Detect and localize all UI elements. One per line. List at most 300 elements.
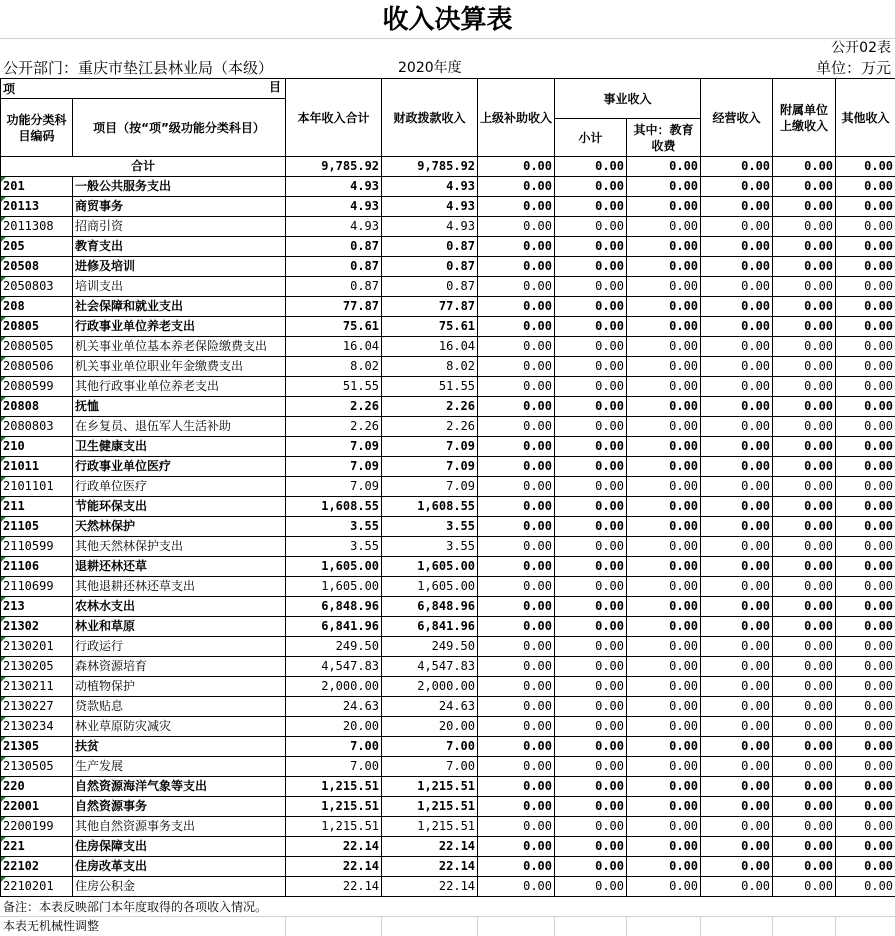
table-row [1,497,895,517]
table-row [1,697,895,717]
row-value: 0.00 [701,857,773,877]
row-name: 住房保障支出 [73,837,286,857]
row-value: 7.09 [286,477,382,497]
row-value: 0.00 [627,637,701,657]
row-value: 249.50 [382,637,478,657]
row-value: 0.00 [836,797,895,817]
row-name: 贷款贴息 [73,697,286,717]
row-value: 0.87 [286,237,382,257]
table-row [1,757,895,777]
row-name: 培训支出 [73,277,286,297]
row-value: 77.87 [286,297,382,317]
row-name: 节能环保支出 [73,497,286,517]
row-value: 0.00 [701,237,773,257]
row-value: 0.00 [773,257,836,277]
row-value: 0.00 [836,197,895,217]
row-value: 0.00 [555,557,627,577]
row-value: 0.00 [627,517,701,537]
row-value: 0.00 [836,557,895,577]
row-value: 0.00 [701,697,773,717]
row-value: 0.00 [836,817,895,837]
row-value: 4.93 [382,217,478,237]
row-value: 0.00 [627,557,701,577]
row-value: 0.00 [555,437,627,457]
row-value: 7.00 [382,757,478,777]
row-value: 6,848.96 [382,597,478,617]
row-value: 0.00 [627,217,701,237]
row-value: 16.04 [382,337,478,357]
header-name: 项目（按“项”级功能分类科目） [73,99,286,157]
row-value: 0.00 [773,877,836,897]
row-value: 0.00 [478,497,555,517]
row-value: 6,841.96 [286,617,382,637]
row-value: 0.00 [478,537,555,557]
table-row [1,217,895,237]
row-code: 21305 [1,737,73,757]
row-value: 0.00 [555,237,627,257]
row-value: 0.00 [627,717,701,737]
row-value: 0.00 [836,257,895,277]
row-value: 0.00 [478,517,555,537]
row-value: 0.00 [555,797,627,817]
row-value: 0.00 [773,697,836,717]
form-number: 公开02表 [831,38,891,58]
row-value: 0.00 [773,817,836,837]
row-value: 0.00 [627,177,701,197]
row-value: 0.00 [773,617,836,637]
table-row [1,597,895,617]
row-value: 2.26 [382,417,478,437]
row-value: 0.00 [836,777,895,797]
row-value: 0.00 [701,377,773,397]
row-code: 208 [1,297,73,317]
row-value: 0.00 [836,877,895,897]
row-code: 2200199 [1,817,73,837]
row-value: 0.00 [478,297,555,317]
table-row [1,517,895,537]
header-career-income: 事业收入 [555,79,701,119]
row-code: 2130505 [1,757,73,777]
row-value: 0.00 [836,417,895,437]
row-value: 0.87 [286,277,382,297]
row-value: 0.00 [478,357,555,377]
row-value: 0.00 [773,317,836,337]
row-value: 0.00 [701,497,773,517]
row-value: 0.00 [555,637,627,657]
row-value: 0.00 [478,437,555,457]
row-value: 0.00 [478,677,555,697]
row-value: 0.00 [773,497,836,517]
row-value: 0.00 [701,677,773,697]
row-value: 0.00 [836,497,895,517]
row-value: 75.61 [286,317,382,337]
row-value: 0.00 [773,757,836,777]
bottom-grid [0,916,895,936]
row-value: 7.09 [286,457,382,477]
row-value: 0.00 [836,237,895,257]
row-value: 0.00 [836,577,895,597]
row-value: 0.00 [478,817,555,837]
row-value: 249.50 [286,637,382,657]
row-value: 20.00 [382,717,478,737]
row-code: 22001 [1,797,73,817]
row-value: 7.09 [286,437,382,457]
total-cell: 9,785.92 [286,157,382,177]
row-value: 0.00 [836,617,895,637]
footnote-adjustment: 本表无机械性调整 [3,917,99,935]
row-value: 1,215.51 [382,817,478,837]
table-row [1,777,895,797]
row-value: 0.00 [627,837,701,857]
row-value: 0.00 [701,297,773,317]
row-code: 2110699 [1,577,73,597]
row-name: 在乡复员、退伍军人生活补助 [73,417,286,437]
row-value: 0.00 [555,277,627,297]
header-education-fee: 其中：教育收费 [627,119,701,157]
row-value: 0.00 [773,437,836,457]
row-value: 0.00 [555,537,627,557]
row-value: 0.00 [773,517,836,537]
total-cell: 0.00 [773,157,836,177]
table-row [1,797,895,817]
row-value: 1,605.00 [286,577,382,597]
row-value: 0.00 [555,337,627,357]
row-code: 2011308 [1,217,73,237]
income-table [0,78,895,897]
row-value: 0.00 [555,197,627,217]
row-value: 0.00 [627,617,701,637]
table-row [1,237,895,257]
table-row [1,557,895,577]
row-value: 0.00 [478,657,555,677]
row-value: 0.00 [478,317,555,337]
row-value: 1,608.55 [286,497,382,517]
row-name: 农林水支出 [73,597,286,617]
row-name: 其他退耕还林还草支出 [73,577,286,597]
row-value: 24.63 [382,697,478,717]
row-value: 0.00 [478,877,555,897]
row-value: 3.55 [382,517,478,537]
row-value: 0.00 [701,277,773,297]
row-value: 0.00 [701,397,773,417]
row-name: 行政事业单位医疗 [73,457,286,477]
table-row [1,357,895,377]
row-code: 2110599 [1,537,73,557]
row-code: 20805 [1,317,73,337]
row-code: 2101101 [1,477,73,497]
row-value: 0.00 [701,317,773,337]
row-value: 0.00 [627,417,701,437]
row-value: 0.00 [478,557,555,577]
row-value: 6,848.96 [286,597,382,617]
row-value: 0.00 [555,777,627,797]
row-code: 20113 [1,197,73,217]
row-value: 0.00 [555,677,627,697]
table-row [1,417,895,437]
row-value: 0.00 [836,217,895,237]
row-value: 0.00 [555,257,627,277]
row-value: 0.00 [627,237,701,257]
row-name: 机关事业单位基本养老保险缴费支出 [73,337,286,357]
row-value: 0.00 [836,717,895,737]
row-value: 4.93 [382,197,478,217]
department-label: 公开部门：重庆市垫江县林业局（本级） [3,58,273,78]
table-row [1,877,895,897]
row-value: 0.00 [478,697,555,717]
row-value: 1,215.51 [382,777,478,797]
row-name: 林业和草原 [73,617,286,637]
row-value: 0.00 [836,317,895,337]
row-value: 0.00 [555,517,627,537]
row-value: 0.00 [478,197,555,217]
row-value: 0.00 [627,597,701,617]
header-subtotal: 小计 [555,119,627,157]
row-value: 0.00 [836,517,895,537]
row-value: 0.00 [836,357,895,377]
table-row [1,177,895,197]
row-value: 0.00 [701,457,773,477]
row-value: 0.00 [627,297,701,317]
row-value: 0.00 [773,677,836,697]
row-value: 0.00 [836,757,895,777]
row-value: 0.00 [627,377,701,397]
row-name: 扶贫 [73,737,286,757]
row-value: 0.00 [701,557,773,577]
row-value: 0.00 [701,517,773,537]
row-value: 0.00 [773,277,836,297]
row-code: 205 [1,237,73,257]
row-value: 22.14 [382,857,478,877]
row-code: 22102 [1,857,73,877]
header-operating-income: 经营收入 [701,79,773,157]
table-row [1,477,895,497]
row-value: 0.00 [701,837,773,857]
row-value: 7.09 [382,437,478,457]
row-value: 1,605.00 [382,557,478,577]
row-value: 0.00 [478,217,555,237]
row-name: 生产发展 [73,757,286,777]
row-code: 20508 [1,257,73,277]
row-value: 0.00 [773,357,836,377]
row-value: 0.00 [773,377,836,397]
row-code: 2080505 [1,337,73,357]
row-value: 0.00 [555,617,627,637]
row-code: 20808 [1,397,73,417]
row-value: 0.00 [555,497,627,517]
row-value: 2,000.00 [286,677,382,697]
row-value: 0.00 [478,637,555,657]
row-code: 2080506 [1,357,73,377]
total-cell: 9,785.92 [382,157,478,177]
row-name: 教育支出 [73,237,286,257]
row-value: 0.00 [701,597,773,617]
row-value: 3.55 [286,537,382,557]
row-name: 进修及培训 [73,257,286,277]
row-value: 0.00 [701,637,773,657]
row-value: 0.00 [478,257,555,277]
row-value: 0.00 [836,437,895,457]
row-name: 退耕还林还草 [73,557,286,577]
row-value: 22.14 [286,857,382,877]
row-value: 0.00 [773,197,836,217]
row-value: 0.00 [836,377,895,397]
row-value: 0.00 [627,277,701,297]
table-row [1,857,895,877]
table-row [1,317,895,337]
row-code: 2130201 [1,637,73,657]
unit-label: 单位：万元 [816,58,891,78]
row-value: 6,841.96 [382,617,478,637]
row-value: 0.00 [627,877,701,897]
page-title: 收入决算表 [0,0,895,39]
row-value: 1,215.51 [286,797,382,817]
row-value: 3.55 [382,537,478,557]
row-value: 0.00 [773,777,836,797]
row-value: 0.00 [836,337,895,357]
row-value: 0.00 [627,477,701,497]
row-value: 0.00 [836,737,895,757]
row-value: 0.00 [627,397,701,417]
row-name: 招商引资 [73,217,286,237]
row-code: 201 [1,177,73,197]
table-row [1,617,895,637]
row-value: 0.00 [627,697,701,717]
row-value: 0.00 [627,537,701,557]
row-value: 3.55 [286,517,382,537]
row-value: 0.00 [836,657,895,677]
row-value: 7.09 [382,457,478,477]
table-row [1,377,895,397]
row-value: 0.00 [478,857,555,877]
table-row [1,537,895,557]
row-value: 0.00 [478,617,555,637]
row-code: 21105 [1,517,73,537]
row-value: 0.00 [836,537,895,557]
row-value: 0.00 [555,857,627,877]
row-value: 0.00 [555,877,627,897]
header-other-income: 其他收入 [836,79,895,157]
header-superior-subsidy: 上级补助收入 [478,79,555,157]
row-value: 0.00 [555,177,627,197]
header-total-income: 本年收入合计 [286,79,382,157]
row-value: 0.00 [627,797,701,817]
row-value: 0.00 [701,757,773,777]
row-name: 抚恤 [73,397,286,417]
row-code: 2130211 [1,677,73,697]
row-value: 0.00 [478,597,555,617]
row-value: 0.00 [701,577,773,597]
row-value: 7.00 [286,757,382,777]
row-value: 0.00 [555,757,627,777]
row-value: 0.00 [555,837,627,857]
row-code: 2210201 [1,877,73,897]
row-value: 0.00 [478,717,555,737]
table-row [1,837,895,857]
row-value: 0.00 [555,457,627,477]
row-value: 0.87 [382,257,478,277]
row-name: 林业草原防灾减灾 [73,717,286,737]
row-value: 0.00 [773,637,836,657]
table-row [1,817,895,837]
table-row [1,577,895,597]
row-value: 0.00 [478,337,555,357]
row-value: 1,605.00 [382,577,478,597]
row-name: 卫生健康支出 [73,437,286,457]
row-value: 1,215.51 [286,817,382,837]
row-value: 0.00 [627,257,701,277]
row-value: 0.00 [555,317,627,337]
row-value: 0.00 [836,477,895,497]
row-value: 0.00 [478,377,555,397]
row-name: 其他行政事业单位养老支出 [73,377,286,397]
row-value: 0.00 [478,757,555,777]
row-code: 21011 [1,457,73,477]
row-value: 0.00 [701,717,773,737]
row-value: 0.00 [773,477,836,497]
row-value: 0.00 [701,777,773,797]
row-name: 机关事业单位职业年金缴费支出 [73,357,286,377]
row-code: 2050803 [1,277,73,297]
row-value: 0.00 [836,597,895,617]
header-code: 功能分类科目编码 [1,99,73,157]
row-value: 7.09 [382,477,478,497]
row-value: 0.00 [773,797,836,817]
row-value: 0.00 [701,657,773,677]
row-value: 0.00 [555,817,627,837]
row-value: 7.00 [286,737,382,757]
row-value: 20.00 [286,717,382,737]
table-row [1,677,895,697]
row-value: 0.00 [836,297,895,317]
row-name: 住房公积金 [73,877,286,897]
row-name: 自然资源海洋气象等支出 [73,777,286,797]
row-code: 2080803 [1,417,73,437]
row-value: 0.00 [627,857,701,877]
row-value: 0.00 [836,277,895,297]
row-value: 0.00 [773,837,836,857]
row-value: 0.00 [773,557,836,577]
row-value: 0.00 [478,577,555,597]
row-value: 2.26 [382,397,478,417]
row-value: 0.00 [478,477,555,497]
row-value: 0.00 [836,677,895,697]
table-row [1,277,895,297]
row-code: 2080599 [1,377,73,397]
row-value: 0.00 [701,437,773,457]
row-value: 7.00 [382,737,478,757]
row-value: 0.00 [701,337,773,357]
row-value: 0.00 [701,357,773,377]
row-name: 动植物保护 [73,677,286,697]
table-row [1,657,895,677]
row-value: 0.00 [478,777,555,797]
row-value: 0.00 [627,757,701,777]
row-value: 0.00 [478,417,555,437]
row-value: 0.00 [627,337,701,357]
year-label: 2020年度 [398,58,462,78]
row-value: 0.00 [773,577,836,597]
row-value: 0.00 [555,377,627,397]
row-value: 0.00 [627,497,701,517]
total-label: 合计 [1,157,286,177]
row-value: 0.00 [555,737,627,757]
row-value: 4.93 [286,177,382,197]
row-value: 0.00 [627,357,701,377]
row-code: 221 [1,837,73,857]
row-value: 16.04 [286,337,382,357]
row-value: 0.87 [382,237,478,257]
row-value: 4,547.83 [382,657,478,677]
